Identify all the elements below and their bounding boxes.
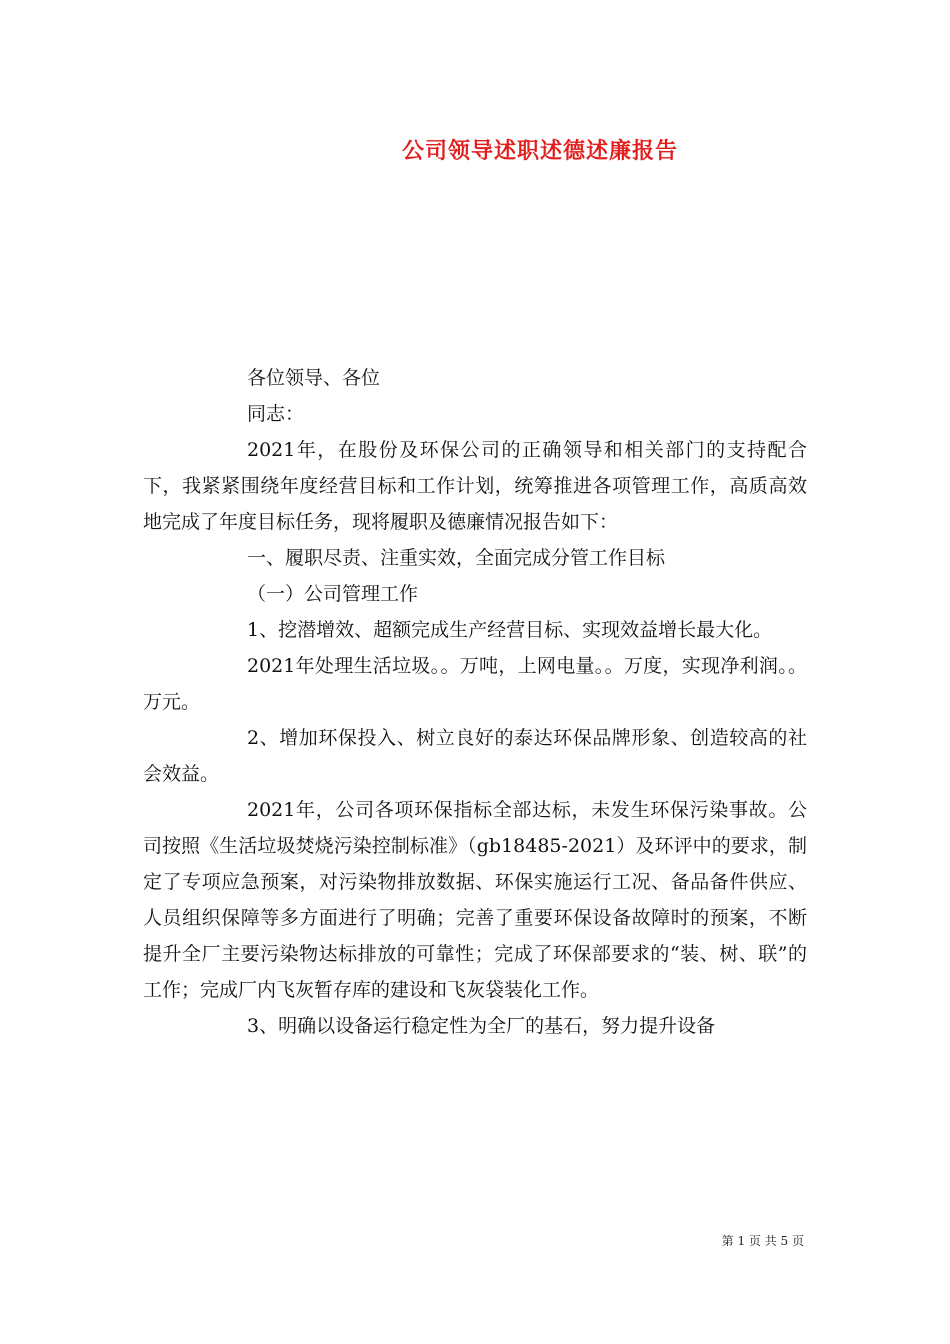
document-body <box>143 360 807 1044</box>
section-heading-1: 一、履职尽责、注重实效，全面完成分管工作目标 <box>247 547 666 569</box>
item-heading-1: 1、挖潜增效、超额完成生产经营目标、实现效益增长最大化。 <box>247 619 773 641</box>
paragraph-environmental: 2021年，公司各项环保指标全部达标，未发生环保污染事故。公司按照《生活垃圾焚烧污染控制标准》（gb18485-2021）及环评中的要求，制定了专项应急预案，对污染物排放数据、环保实施运行工况、备品备件供应、人员组织保障等多方面进行了明确；完善了重要环保设备故障时的预案，不断提升全厂主要污染物达标排放的可靠性；完成了环保部要求的“装、树、联”的工作；完成厂内飞灰暂存库的建设和飞灰袋装化工作。 <box>143 799 807 1001</box>
subsection-heading-1: （一）公司管理工作 <box>247 583 419 605</box>
paragraph-intro: 2021年，在股份及环保公司的正确领导和相关部门的支持配合下，我紧紧围绕年度经营目标和工作计划，统筹推进各项管理工作，高质高效地完成了年度目标任务，现将履职及德廉情况报告如下： <box>143 439 807 533</box>
item-heading-3: 3、明确以设备运行稳定性为全厂的基石，努力提升设备 <box>247 1015 716 1037</box>
document-title: 公司领导述职述德述廉报告 <box>401 138 678 164</box>
paragraph-production: 2021年处理生活垃圾。。万吨，上网电量。。万度，实现净利润。。万元。 <box>143 655 807 713</box>
salutation-line-2: 同志： <box>247 403 305 425</box>
page-indicator: 第 1 页 共 5 页 <box>721 1234 804 1248</box>
salutation-line-1: 各位领导、各位 <box>247 367 381 389</box>
item-heading-2: 2、增加环保投入、树立良好的泰达环保品牌形象、创造较高的社会效益。 <box>143 727 807 785</box>
